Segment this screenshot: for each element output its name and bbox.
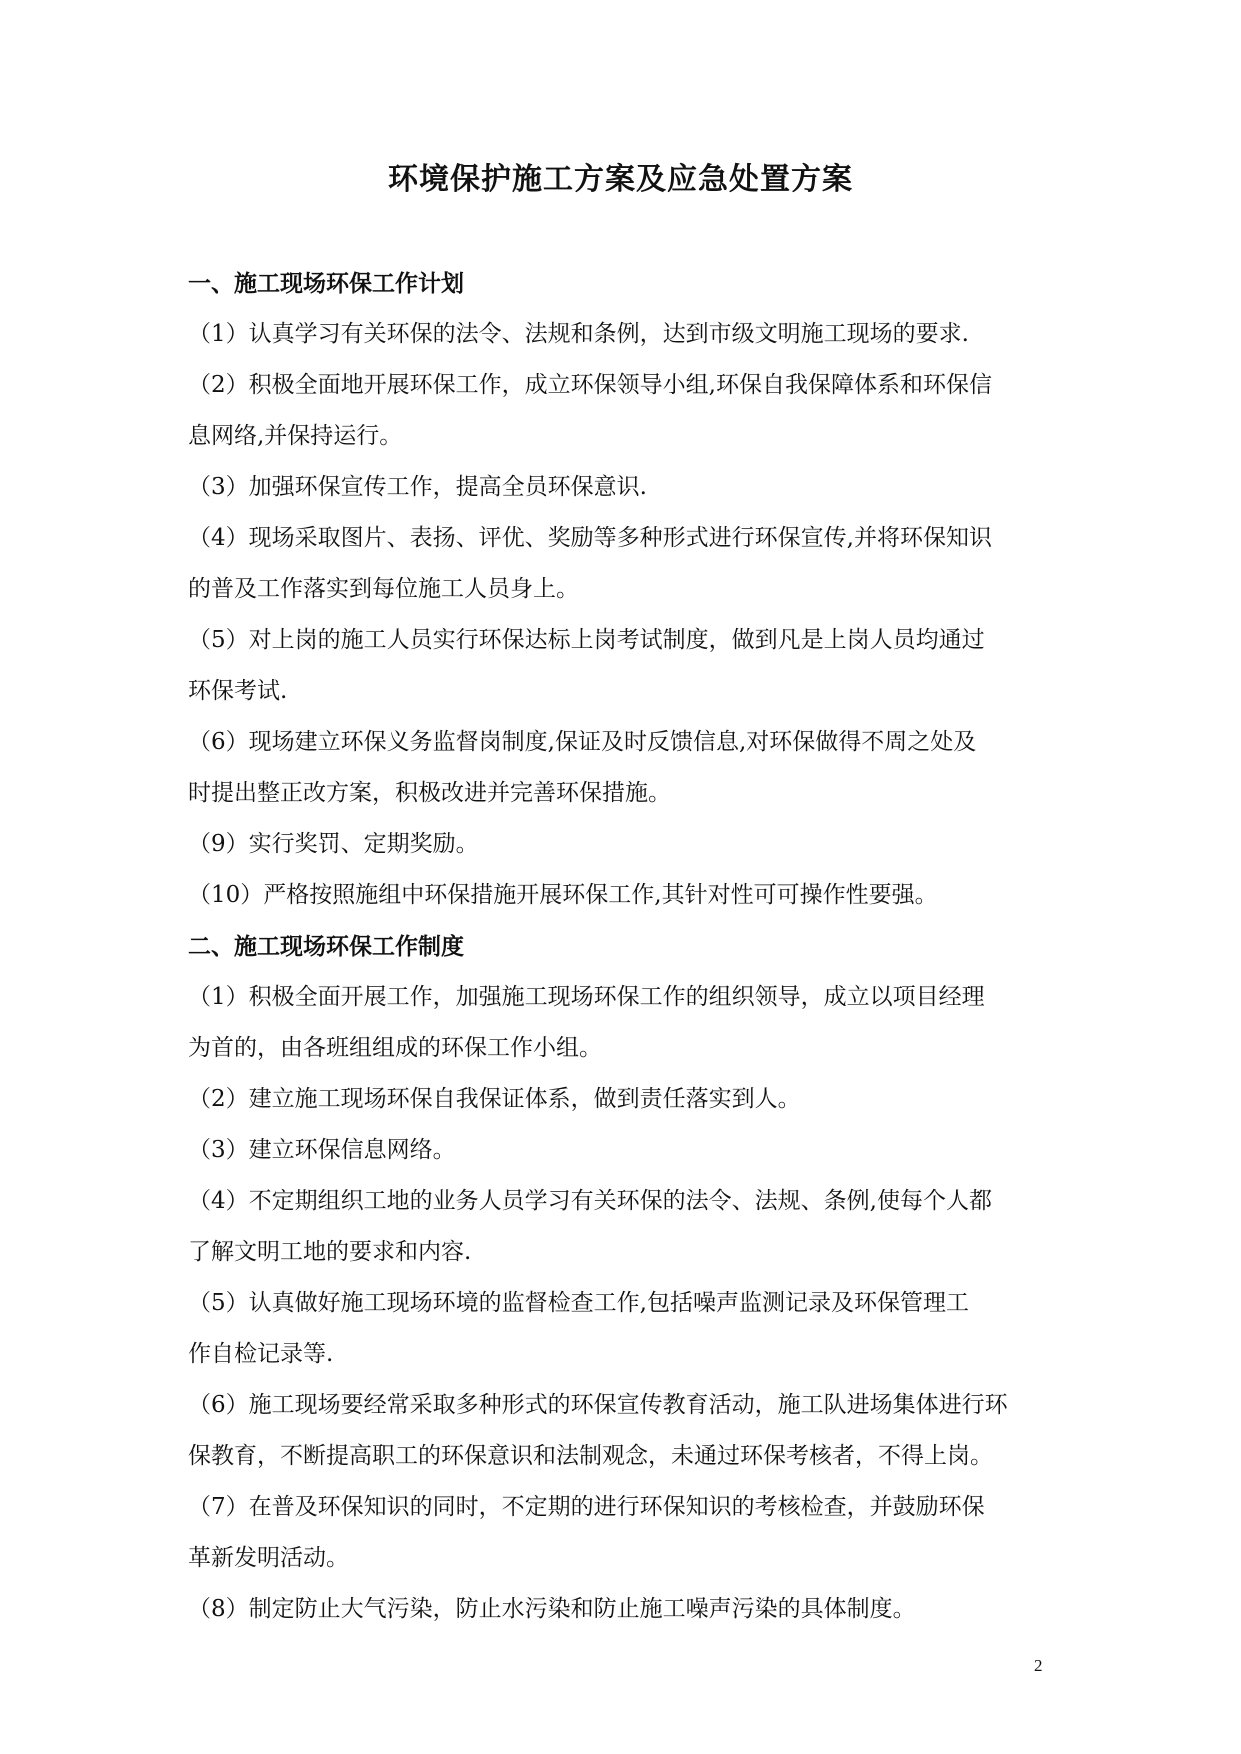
paragraph-line: 时提出整正改方案，积极改进并完善环保措施。 bbox=[188, 780, 671, 806]
paragraph-line: （4）不定期组织工地的业务人员学习有关环保的法令、法规、条例,使每个人都 bbox=[188, 1188, 992, 1214]
paragraph-line: （2）积极全面地开展环保工作，成立环保领导小组,环保自我保障体系和环保信 bbox=[188, 372, 992, 398]
paragraph-line: （6）现场建立环保义务监督岗制度,保证及时反馈信息,对环保做得不周之处及 bbox=[188, 729, 977, 755]
paragraph-line: 息网络,并保持运行。 bbox=[188, 423, 403, 449]
paragraph-line: （5）认真做好施工现场环境的监督检查工作,包括噪声监测记录及环保管理工 bbox=[188, 1290, 969, 1316]
page-number: 2 bbox=[1034, 1656, 1043, 1675]
paragraph-line: （7）在普及环保知识的同时，不定期的进行环保知识的考核检查，并鼓励环保 bbox=[188, 1494, 985, 1520]
section-heading: 二、施工现场环保工作制度 bbox=[188, 933, 464, 960]
paragraph-line: （1）积极全面开展工作，加强施工现场环保工作的组织领导，成立以项目经理 bbox=[188, 984, 985, 1010]
paragraph-line: （1）认真学习有关环保的法令、法规和条例，达到市级文明施工现场的要求. bbox=[188, 321, 969, 347]
paragraph-line: （3）加强环保宣传工作，提高全员环保意识. bbox=[188, 474, 647, 500]
document-title: 环境保护施工方案及应急处置方案 bbox=[388, 162, 853, 197]
paragraph-line: 的普及工作落实到每位施工人员身上。 bbox=[188, 576, 579, 602]
document-body bbox=[188, 258, 1058, 1635]
section-heading: 一、施工现场环保工作计划 bbox=[188, 270, 464, 297]
paragraph-line: 环保考试. bbox=[188, 678, 288, 704]
paragraph-line: （9）实行奖罚、定期奖励。 bbox=[188, 831, 479, 857]
paragraph-line: （2）建立施工现场环保自我保证体系，做到责任落实到人。 bbox=[188, 1086, 801, 1112]
paragraph-line: 为首的，由各班组组成的环保工作小组。 bbox=[188, 1035, 602, 1061]
paragraph-line: （5）对上岗的施工人员实行环保达标上岗考试制度，做到凡是上岗人员均通过 bbox=[188, 627, 985, 653]
paragraph-line: 保教育，不断提高职工的环保意识和法制观念，未通过环保考核者，不得上岗。 bbox=[188, 1443, 993, 1469]
paragraph-line: 革新发明活动。 bbox=[188, 1545, 349, 1571]
paragraph-line: （4）现场采取图片、表扬、评优、奖励等多种形式进行环保宣传,并将环保知识 bbox=[188, 525, 992, 551]
paragraph-line: （10）严格按照施组中环保措施开展环保工作,其针对性可可操作性要强。 bbox=[188, 882, 938, 908]
paragraph-line: 作自检记录等. bbox=[188, 1341, 334, 1367]
paragraph-line: （8）制定防止大气污染，防止水污染和防止施工噪声污染的具体制度。 bbox=[188, 1596, 916, 1622]
paragraph-line: （3）建立环保信息网络。 bbox=[188, 1137, 456, 1163]
paragraph-line: 了解文明工地的要求和内容. bbox=[188, 1239, 472, 1265]
paragraph-line: （6）施工现场要经常采取多种形式的环保宣传教育活动，施工队进场集体进行环 bbox=[188, 1392, 1008, 1418]
